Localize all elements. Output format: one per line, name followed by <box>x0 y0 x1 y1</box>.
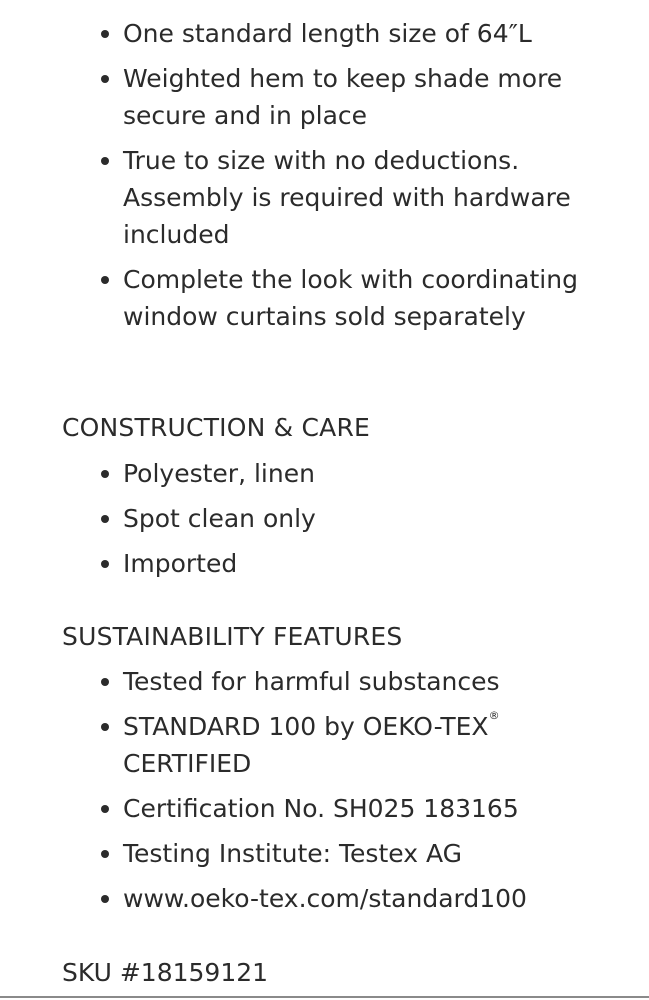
list-item: Spot clean only <box>0 500 649 537</box>
list-item: Testing Institute: Testex AG <box>0 835 649 872</box>
list-item <box>0 708 649 782</box>
list-item: One standard length size of 64″L <box>0 15 649 52</box>
sustainability-features-list <box>0 663 649 925</box>
list-item: True to size with no deductions. Assembly is required with hardware included <box>0 142 649 253</box>
features-list <box>0 15 649 343</box>
list-item: Certification No. SH025 183165 <box>0 790 649 827</box>
list-item: www.oeko-tex.com/standard100 <box>0 880 649 917</box>
list-item: Tested for harmful substances <box>0 663 649 700</box>
registered-trademark-symbol: ® <box>488 709 500 722</box>
bottom-divider <box>0 996 649 998</box>
list-item: Complete the look with coordinating window curtains sold separately <box>0 261 649 335</box>
list-item: Polyester, linen <box>0 455 649 492</box>
construction-care-list <box>0 455 649 590</box>
list-item: Weighted hem to keep shade more secure and in place <box>0 60 649 134</box>
certified-label: CERTIFIED <box>123 749 252 778</box>
construction-care-heading: CONSTRUCTION & CARE <box>62 413 371 442</box>
list-item: Imported <box>0 545 649 582</box>
sustainability-features-heading: SUSTAINABILITY FEATURES <box>62 622 403 651</box>
oeko-tex-standard-text: STANDARD 100 by OEKO-TEX <box>123 712 489 741</box>
sku-number: SKU #18159121 <box>62 958 269 987</box>
